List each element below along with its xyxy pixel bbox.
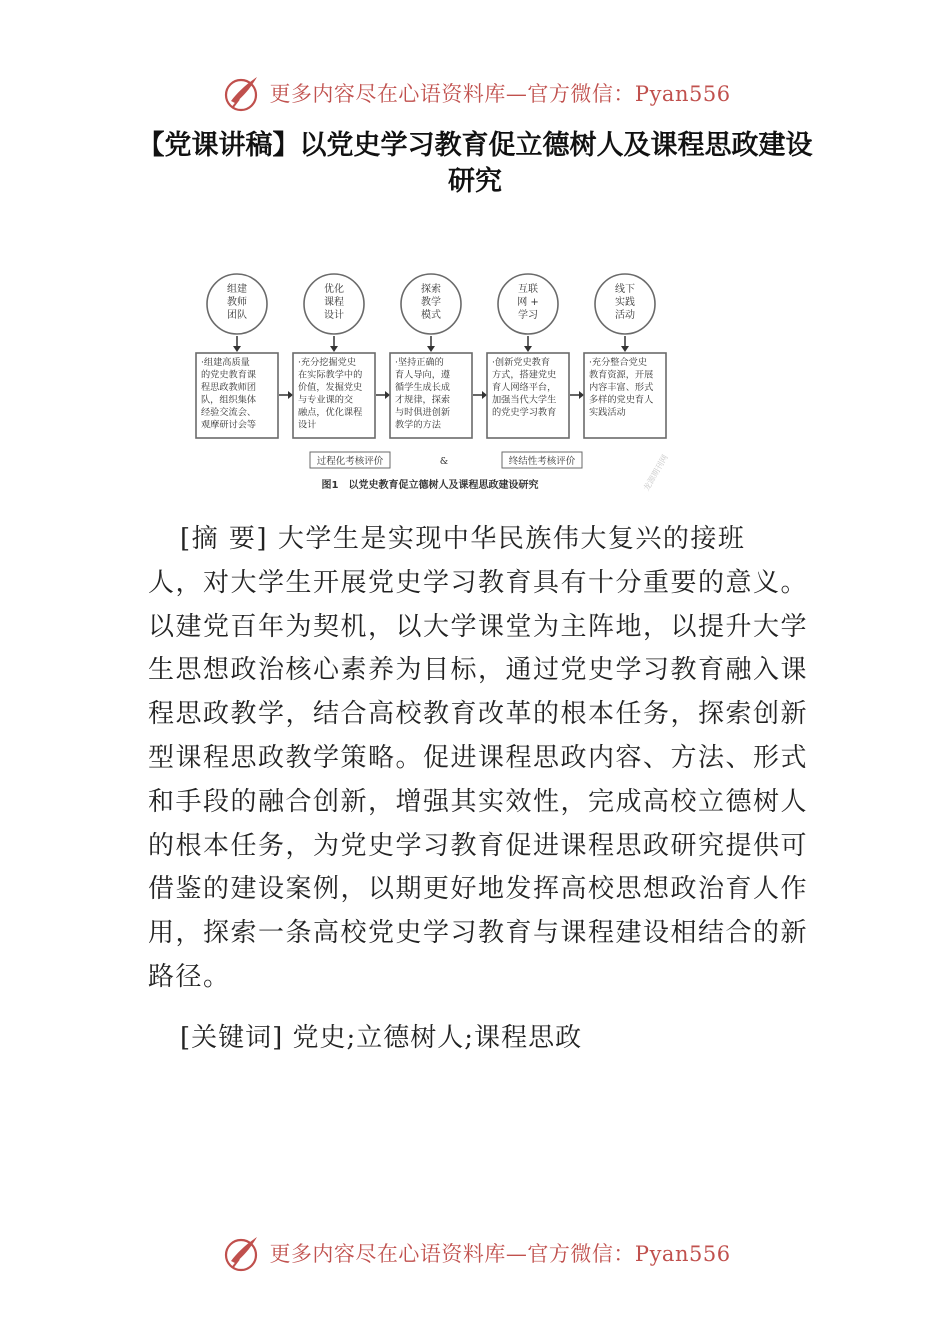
abstract-body: 人，对大学生开展党史学习教育具有十分重要的意义。以建党百年为契机，以大学课堂为主阵地，以提升大学生思想政治核心素养为目标，通过党史学习教育融入课程思政教学，结合高校教育改革的根本任务，探索创新型课程思政教学策略。促进课程思政内容、方法、形式和手段的融合创新，增强其实效性，完成高校立德树人的根本任务，为党史学习教育促进课程思政研究提供可借鉴的建设案例，以期更好地发挥高校思想政治育人作用，探索一条高校党史学习教育与课程建设相结合的新路径。 [148, 567, 809, 992]
abstract [148, 518, 808, 1000]
step-circle-label: 活动 [615, 310, 635, 321]
step-box-line: 育人网络平台， [492, 382, 557, 393]
step-circle-label: 网 + [517, 297, 539, 308]
step-box-line: 的党史学习教育 [492, 407, 557, 418]
watermark-text: 龙源期刊网 [641, 453, 670, 493]
abstract-first-line: [摘 要] 大学生是实现中华民族伟大复兴的接班 [180, 524, 746, 554]
quill-logo-icon [219, 1231, 263, 1275]
step-circle-label: 优化 [324, 284, 344, 295]
step-box-line: 才规律，探索 [395, 394, 451, 406]
step-circle-label: 组建 [227, 284, 247, 295]
header-banner [0, 68, 950, 118]
keywords: [关键词] 党史;立德树人;课程思政 [180, 1023, 583, 1053]
step-box-line: 价值，发掘党史 [298, 382, 363, 393]
step-circle-label: 互联 [518, 284, 538, 295]
down-arrow-icon [524, 346, 532, 352]
page-title: 【党课讲稿】以党史学习教育促立德树人及课程思政建设研究 [137, 130, 813, 197]
down-arrow-icon [233, 346, 241, 352]
step-box-line: 观摩研讨会等 [201, 419, 257, 431]
step-circle-label: 课程 [324, 297, 344, 308]
banner-text: 更多内容尽在心语资料库—官方微信：Pyan556 [269, 82, 731, 106]
step-box-line: 融点，优化课程 [298, 407, 363, 418]
step-box-line: ·创新党史教育 [492, 357, 551, 368]
step-box-line: 循学生成长成 [395, 382, 451, 393]
flow-diagram [190, 268, 680, 496]
banner-text: 更多内容尽在心语资料库—官方微信：Pyan556 [269, 1242, 731, 1266]
step-box-line: 教学的方法 [395, 419, 441, 431]
quill-logo-icon [219, 71, 263, 115]
step-circle-label: 模式 [421, 310, 441, 321]
step-box-line: 的党史教育课 [201, 369, 257, 381]
step-box-line: 加强当代大学生 [492, 394, 557, 406]
step-circle-label: 教师 [227, 297, 247, 308]
step-circle-label: 实践 [615, 297, 635, 308]
step-box-line: 内容丰富、形式 [589, 382, 654, 393]
eval-label-right: 终结性考核评价 [508, 456, 576, 467]
figure-caption: 图1 以党史教育促立德树人及课程思政建设研究 [321, 480, 539, 491]
step-circle-label: 学习 [518, 310, 538, 321]
step-box-line: 与时俱进创新 [395, 407, 451, 418]
step-box-line: 队，组织集体 [201, 394, 257, 406]
step-box-line: 多样的党史育人 [589, 394, 654, 406]
eval-ampersand: & [439, 456, 449, 467]
step-box-line: 教育资源，开展 [589, 369, 654, 381]
step-box-line: ·充分整合党史 [589, 357, 648, 368]
step-box-line: 实践活动 [589, 407, 626, 418]
step-box-line: 与专业课的交 [298, 394, 354, 406]
step-circle-label: 探索 [421, 284, 441, 295]
step-box-line: 经验交流会、 [201, 407, 257, 418]
down-arrow-icon [621, 346, 629, 352]
eval-label-left: 过程化考核评价 [316, 456, 384, 467]
step-circle-label: 教学 [421, 297, 441, 308]
step-box-line: ·充分挖掘党史 [298, 357, 357, 368]
step-circle-label: 线下 [615, 284, 635, 295]
footer-banner [0, 1228, 950, 1278]
step-box-line: ·坚持正确的 [395, 357, 444, 368]
step-box-line: 育人导向，遵 [395, 369, 451, 381]
step-box-line: 在实际教学中的 [298, 369, 363, 381]
step-box-line: 设计 [298, 419, 317, 431]
down-arrow-icon [427, 346, 435, 352]
down-arrow-icon [330, 346, 338, 352]
step-circle-label: 团队 [227, 310, 247, 321]
step-box-line: 方式，搭建党史 [492, 369, 557, 381]
step-box-line: ·组建高质量 [201, 357, 250, 368]
step-box-line: 程思政教师团 [201, 382, 257, 393]
step-circle-label: 设计 [324, 310, 344, 321]
